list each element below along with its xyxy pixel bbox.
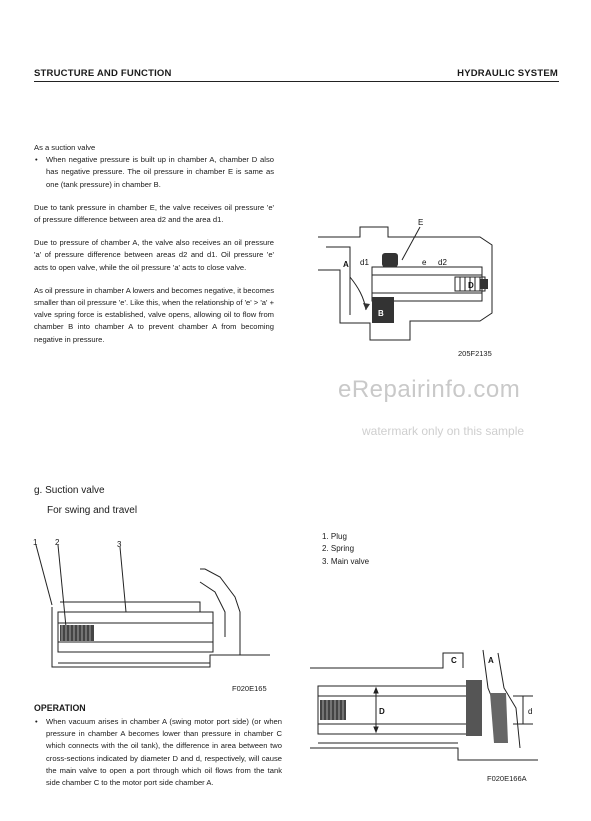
- figure-1-label-e-chamber: E: [418, 218, 424, 227]
- header-left-title: STRUCTURE AND FUNCTION: [34, 68, 172, 79]
- suction-bullet: • When negative pressure is built up in chamber A, chamber D also has negative pressure. The oil pressure in chamber E is same as one (tank pressure) in chamber B.: [34, 154, 274, 191]
- figure-1-label-d2: d2: [438, 258, 447, 267]
- figure-1-label-d1: d1: [360, 258, 369, 267]
- figure-3-label-c: C: [451, 656, 457, 665]
- figure-3-diagram: [308, 648, 553, 773]
- figure-1-label-e-pressure: e: [422, 258, 427, 267]
- suction-para-2: Due to pressure of chamber A, the valve also receives an oil pressure 'a' of pressure difference between areas d2 and d1. Oil pressure 'e' acts to open valve, while the oil pressure 'a' acts to close valve.: [34, 238, 274, 272]
- figure-1-label-a-chamber: A: [343, 260, 349, 269]
- figure-3-label-d-small: d: [528, 707, 533, 716]
- suction-intro: As a suction valve: [34, 143, 96, 152]
- figure-2-label-1: 1: [33, 538, 38, 547]
- figure-1-label-b-chamber: B: [378, 309, 384, 318]
- figure-2-caption: F020E165: [232, 684, 267, 693]
- figure-2-label-2: 2: [55, 538, 60, 547]
- operation-text: • When vacuum arises in chamber A (swing motor port side) (or when pressure in chamber A becomes lower than pressure in chamber C which connects with the oil tank), the difference in area between two cross-sections indicated by diameter D and d, respectively, will cause the main valve to open a port through which oil flows from the tank side chamber C to the motor port side chamber A.: [34, 716, 282, 789]
- suction-section: [34, 142, 274, 346]
- header-rule: [34, 81, 559, 82]
- operation-title: OPERATION: [34, 703, 86, 713]
- section-g-subtitle: For swing and travel: [47, 505, 138, 516]
- figure-3-label-a: A: [488, 656, 494, 665]
- figure-1-label-d-chamber: D: [468, 281, 474, 290]
- figure-2-diagram: [30, 537, 275, 682]
- figure-1-diagram: [310, 215, 520, 345]
- figure-3-caption: F020E166A: [487, 774, 527, 783]
- suction-para-1: Due to tank pressure in chamber E, the valve receives oil pressure 'e' of pressure difference between area d2 and the area d1.: [34, 202, 274, 225]
- figure-2-label-3: 3: [117, 540, 122, 549]
- parts-list-item-spring: 2. Spring: [322, 544, 355, 554]
- watermark-note: watermark only on this sample: [362, 424, 525, 438]
- header-right-title: HYDRAULIC SYSTEM: [457, 68, 558, 79]
- section-g-title: g. Suction valve: [34, 485, 105, 496]
- parts-list: [322, 531, 369, 568]
- figure-3-label-d-large: D: [379, 707, 385, 716]
- parts-list-item-main-valve: 3. Main valve: [322, 556, 370, 566]
- figure-1-caption: 205F2135: [458, 349, 492, 358]
- parts-list-item-plug: 1. Plug: [322, 532, 347, 541]
- suction-para-3: As oil pressure in chamber A lowers and becomes negative, it becomes smaller than oil pressure 'e'. Like this, when the relationship of 'e' > 'a' + valve spring force is established, valve opens, allowing oil to flow from chamber B into chamber A to prevent chamber A from becoming negative in pressure.: [34, 285, 275, 344]
- watermark-site: eRepairinfo.com: [338, 376, 521, 403]
